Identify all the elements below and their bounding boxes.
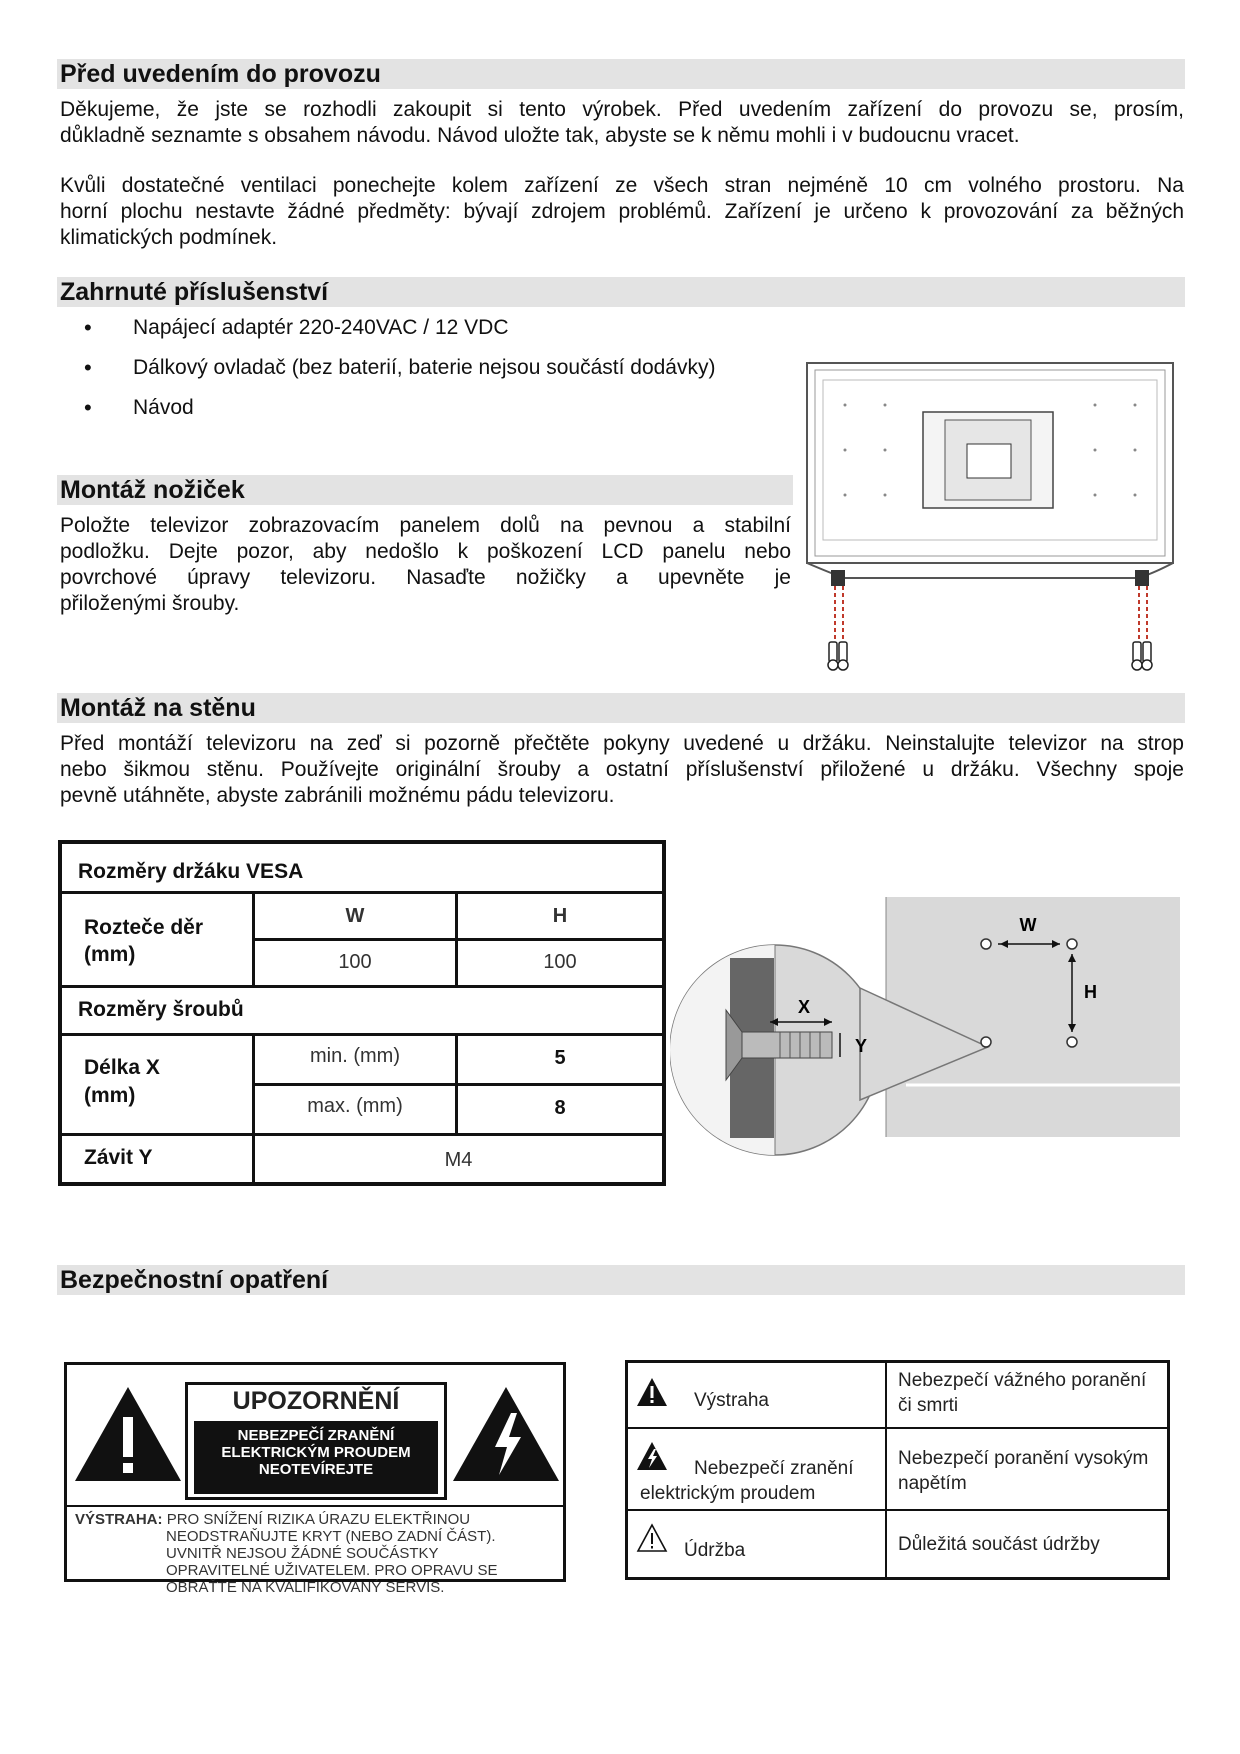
w-header: W [345,905,365,927]
caution-prefix: VÝSTRAHA: [75,1511,163,1528]
x-label: X [797,997,811,1017]
text-line: podložku. Dejte pozor, aby nedošlo k poškození LCD panelu nebo [60,540,791,563]
list-item: • Dálkový ovladač (bez baterií, baterie nejsou součástí dodávky) [80,355,715,395]
legend-meaning-line: Důležitá součást údržby [898,1534,1100,1555]
h-header: H [552,905,568,927]
text-line: Kvůli dostatečné ventilaci ponechejte kolem zařízení ze všech stran nejméně 10 cm volného prostoru. Na [60,174,1184,197]
warning-title: UPOZORNĚNÍ [232,1387,400,1415]
legend-meaning-line: či smrti [898,1395,959,1416]
section-heading-stand: Montáž nožiček [57,475,793,505]
warning-subtitle [194,1421,438,1494]
text-line: horní plochu nestavte žádné předměty: bývají zdrojem problémů. Zařízení je určeno k provozování za běžných [60,200,1184,223]
legend-symbol-shock-line2: elektrickým proudem [640,1483,816,1504]
before-use-paragraph-2 [60,173,1184,251]
text-line: Položte televizor zobrazovacím panelem dolů na pevnou a stabilní [60,514,791,537]
hole-spacing-label: Rozteče děr [84,916,204,939]
electric-shock-icon [636,1441,668,1471]
text-line: Děkujeme, že jste se rozhodli zakoupit si tento výrobek. Před uvedením zařízení do provozu se, prosím, [60,98,1184,121]
tv-stand-illustration [805,360,1177,672]
before-use-paragraph-1 [60,97,1184,149]
stand-paragraph [60,513,791,617]
text-line: OPRAVITELNÉ UŽIVATELEM. PRO OPRAVU SE [166,1562,498,1579]
text-line: Před montáží televizoru na zeď si pozorně přečtěte pokyny uvedené u držáku. Neinstalujte televizor na strop [60,732,1184,755]
min-length-value: 5 [554,1047,566,1069]
warning-triangle-icon [73,1385,183,1485]
length-unit: (mm) [84,1084,136,1107]
legend-symbol-shock: Nebezpečí zranění [694,1458,854,1479]
text-line: přiloženými šrouby. [60,592,240,615]
text-line: důkladně seznamte s obsahem návodu. Návod uložte tak, abyste se k němu mohli i v budoucnu vracet. [60,124,1020,147]
text-line: NEOTEVÍREJTE [258,1461,374,1478]
warning-header-box [185,1382,447,1500]
wall-paragraph [60,731,1184,809]
thread-value: M4 [444,1149,473,1171]
text-line: NEBEZPEČÍ ZRANĚNÍ [237,1427,395,1444]
y-label: Y [855,1036,868,1056]
legend-meaning-line: Nebezpečí vážného poranění [898,1370,1147,1391]
accessories-list [80,315,715,435]
vesa-title: Rozměry držáku VESA [78,860,304,883]
vesa-table [58,840,666,1186]
w-label: W [1019,915,1037,935]
vesa-mounting-diagram [670,840,1180,1195]
text-line: ELEKTRICKÝM PROUDEM [221,1444,411,1461]
text-line: povrchové úpravy televizoru. Nasaďte nožičky a upevněte je [60,566,791,589]
text-line: klimatických podmínek. [60,226,278,249]
caution-text [75,1511,497,1596]
list-item: • Návod [80,395,715,435]
max-length-label: max. (mm) [307,1095,403,1117]
h-label: H [1084,982,1097,1002]
min-length-label: min. (mm) [310,1045,400,1067]
section-heading-before-use: Před uvedením do provozu [57,59,1185,89]
length-label: Délka X [84,1056,160,1079]
screw-dimensions-title: Rozměry šroubů [78,998,244,1021]
text-line: PRO SNÍŽENÍ RIZIKA ÚRAZU ELEKTŘINOU [166,1511,471,1528]
legend-meaning-line: napětím [898,1473,967,1494]
text-line: nebo šikmou stěnu. Používejte originální šrouby a ostatní příslušenství přiložené u držáku. Všechny spoje [60,758,1184,781]
thread-label: Závit Y [84,1146,153,1169]
list-item: • Napájecí adaptér 220-240VAC / 12 VDC [80,315,715,355]
h-value: 100 [543,951,577,973]
section-heading-wall: Montáž na stěnu [57,693,1185,723]
text-line: pevně utáhněte, abyste zabránili možnému pádu televizoru. [60,784,615,807]
lightning-triangle-icon [451,1385,561,1485]
text-line: OBRAŤTE NA KVALIFIKOVANÝ SERVIS. [166,1579,445,1596]
warning-label [64,1362,566,1596]
max-length-value: 8 [554,1097,566,1119]
hole-spacing-unit: (mm) [84,943,136,966]
legend-meaning-line: Nebezpečí poranění vysokým [898,1448,1149,1469]
text-line: NEODSTRAŇUJTE KRYT (NEBO ZADNÍ ČÁST). [166,1528,496,1545]
section-heading-accessories: Zahrnuté příslušenství [57,277,1185,307]
text-line: UVNITŘ NEJSOU ŽÁDNÉ SOUČÁSTKY [166,1545,439,1562]
w-value: 100 [338,951,372,973]
legend-symbol-maintenance: Údržba [684,1540,746,1561]
symbol-legend-table [625,1360,1170,1580]
maintenance-icon [636,1523,668,1553]
section-heading-safety: Bezpečnostní opatření [57,1265,1185,1295]
legend-symbol-warning: Výstraha [694,1390,769,1411]
warning-icon [636,1377,668,1407]
